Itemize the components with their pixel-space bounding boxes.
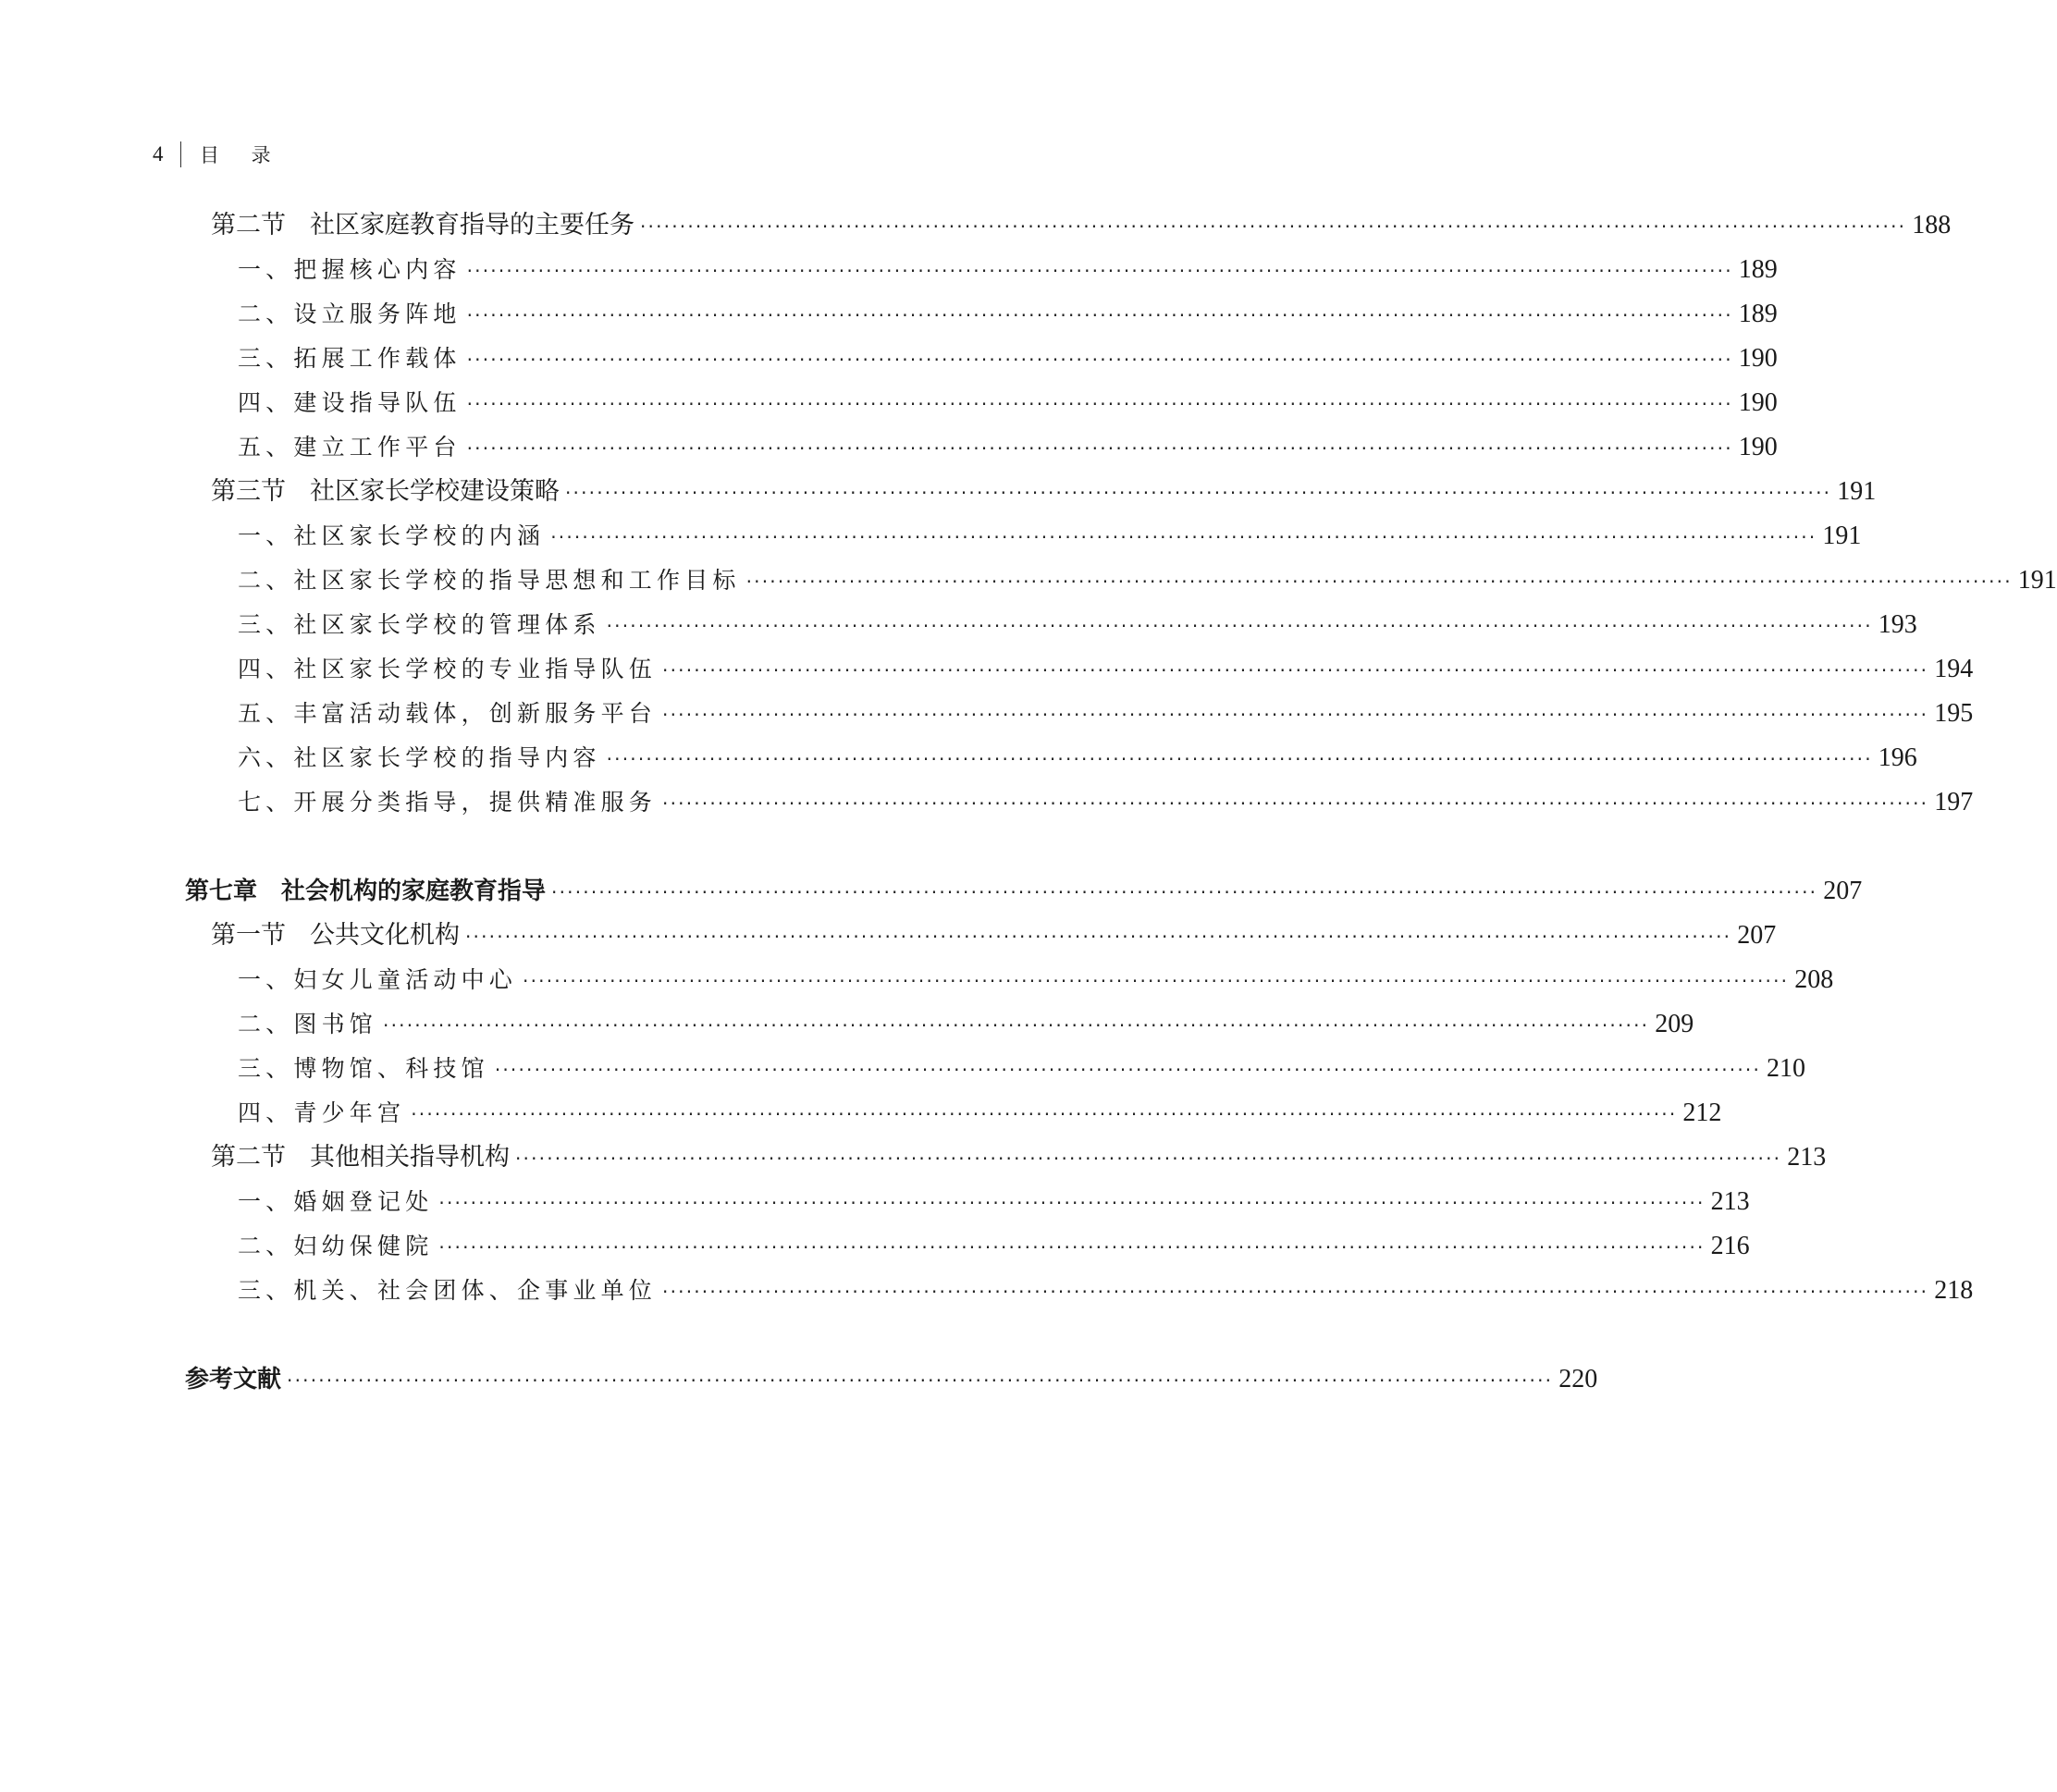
- toc-entry-title: 参考文献: [185, 1366, 282, 1393]
- toc-entry-title: 一、社区家长学校的内涵: [238, 522, 546, 549]
- toc-entry-page: 220: [1558, 1365, 1598, 1393]
- toc-entry-number: 第二节: [211, 211, 286, 239]
- toc-entry-title: 四、青少年宫: [238, 1099, 406, 1126]
- toc-entry: [238, 1271, 1974, 1310]
- dot-leader: ································································································································································: [515, 1148, 1782, 1170]
- toc-entry-title: [211, 916, 460, 955]
- toc-entry-page: 210: [1767, 1054, 1805, 1083]
- dot-leader: ································································································································································: [287, 1369, 1554, 1392]
- toc-entry: [238, 606, 1917, 644]
- dot-leader: ································································································································································: [662, 792, 1929, 815]
- toc-entry-text: 社区家长学校建设策略: [310, 477, 560, 506]
- toc-entry-page: 191: [1837, 477, 1877, 506]
- toc-entry-title: 六、社区家长学校的指导内容: [238, 744, 601, 771]
- dot-leader: ································································································································································: [465, 926, 1732, 948]
- toc-entry-text: 社会机构的家庭教育指导: [281, 878, 547, 905]
- toc-entry-text: 社区家庭教育指导的主要任务: [310, 211, 634, 239]
- dot-leader: ································································································································································: [662, 659, 1929, 681]
- dot-leader: ································································································································································: [438, 1236, 1706, 1258]
- toc-entry-title: 二、妇幼保健院: [238, 1233, 434, 1259]
- toc-entry: [238, 517, 1862, 556]
- header-title: 目 录: [200, 144, 284, 166]
- toc-entry: [211, 473, 1877, 511]
- toc-entry: [211, 206, 1952, 245]
- toc-entry-title: 二、社区家长学校的指导思想和工作目标: [238, 567, 741, 594]
- toc-entry-title: [211, 206, 634, 245]
- toc-entry-title: 一、妇女儿童活动中心: [238, 966, 518, 993]
- toc-entry: [238, 961, 1834, 1000]
- toc-entry-title: [211, 473, 560, 511]
- toc-entry-page: 195: [1934, 699, 1974, 728]
- toc-entry-page: 188: [1912, 211, 1952, 239]
- toc-entry-page: 218: [1934, 1276, 1974, 1305]
- dot-leader: ································································································································································: [662, 704, 1929, 726]
- toc-entry-page: 197: [1934, 788, 1974, 816]
- toc-entry: [238, 1005, 1694, 1044]
- toc-entry-title: 七、开展分类指导，提供精准服务: [238, 789, 658, 816]
- toc-entry: [238, 251, 1778, 289]
- toc-entry-page: 194: [1934, 655, 1974, 683]
- toc-entry: [238, 694, 1974, 733]
- dot-leader: ································································································································································: [466, 393, 1733, 415]
- toc-entry-title: 四、建设指导队伍: [238, 389, 462, 416]
- dot-leader: ································································································································································: [551, 881, 1818, 903]
- toc-entry: [238, 428, 1778, 467]
- running-header: [153, 139, 284, 170]
- toc-entry: [185, 872, 1863, 911]
- toc-entry-page: 216: [1710, 1232, 1750, 1260]
- toc-entry-text: 其他相关指导机构: [310, 1143, 510, 1172]
- dot-leader: ································································································································································: [606, 615, 1873, 637]
- toc-entry-page: 193: [1878, 610, 1917, 639]
- toc-entry-title: 二、设立服务阵地: [238, 301, 462, 327]
- toc-entry-page: 209: [1655, 1010, 1694, 1038]
- toc-entry-title: 五、丰富活动载体，创新服务平台: [238, 700, 658, 727]
- dot-leader: ································································································································································: [411, 1103, 1678, 1125]
- toc-entry-page: 190: [1738, 344, 1778, 373]
- toc-entry-title: 二、图书馆: [238, 1011, 378, 1037]
- toc-entry: [238, 1049, 1805, 1088]
- toc-entry-number: 第七章: [185, 878, 258, 905]
- toc-entry: [238, 339, 1778, 378]
- dot-leader: ································································································································································: [640, 215, 1907, 238]
- toc-entry-title: 四、社区家长学校的专业指导队伍: [238, 656, 658, 682]
- toc-entry-title: 一、婚姻登记处: [238, 1188, 434, 1215]
- dot-leader: ································································································································································: [466, 304, 1733, 326]
- toc-entry-title: 三、社区家长学校的管理体系: [238, 611, 601, 638]
- toc-entry: [238, 295, 1778, 334]
- toc-entry: [185, 1360, 1598, 1399]
- dot-leader: ································································································································································: [662, 1281, 1929, 1303]
- header-page-number: 4: [153, 142, 164, 166]
- toc-entry: [238, 783, 1974, 822]
- toc-entry-page: 190: [1738, 388, 1778, 417]
- toc-entry: [238, 1094, 1722, 1133]
- toc-entry: [238, 739, 1917, 778]
- header-divider: [180, 141, 182, 167]
- toc-entry-page: 208: [1794, 965, 1834, 994]
- toc-entry: [211, 1138, 1827, 1177]
- toc-entry-text: 公共文化机构: [310, 921, 460, 950]
- toc-entry-page: 207: [1823, 877, 1863, 905]
- dot-leader: ································································································································································: [606, 748, 1873, 770]
- toc-entry-number: 第三节: [211, 477, 286, 506]
- toc-entry-page: 189: [1738, 300, 1778, 328]
- toc-entry-page: 191: [2017, 566, 2057, 595]
- dot-leader: ································································································································································: [466, 349, 1733, 371]
- dot-leader: ································································································································································: [550, 526, 1817, 548]
- toc-entry-title: [211, 1138, 510, 1177]
- toc-entry-title: 五、建立工作平台: [238, 434, 462, 460]
- dot-leader: ································································································································································: [383, 1014, 1650, 1037]
- toc-entry-title: 三、拓展工作载体: [238, 345, 462, 372]
- dot-leader: ································································································································································: [494, 1059, 1761, 1081]
- toc-entry-title: 三、博物馆、科技馆: [238, 1055, 489, 1082]
- dot-leader: ································································································································································: [565, 482, 1832, 504]
- dot-leader: ································································································································································: [523, 970, 1790, 992]
- toc-entry: [238, 650, 1974, 689]
- dot-leader: ································································································································································: [466, 437, 1733, 460]
- toc-entry: [238, 1227, 1750, 1266]
- toc-entry: [238, 561, 2057, 600]
- toc-entry-page: 189: [1738, 255, 1778, 284]
- toc-entry-title: 三、机关、社会团体、企事业单位: [238, 1277, 658, 1304]
- toc-entry-title: 一、把握核心内容: [238, 256, 462, 283]
- dot-leader: ································································································································································: [745, 571, 2013, 593]
- toc-entry-page: 212: [1682, 1099, 1722, 1127]
- toc-entry-page: 213: [1787, 1143, 1827, 1172]
- toc-entry-page: 196: [1878, 743, 1917, 772]
- toc-entry: [238, 384, 1778, 423]
- toc-entry: [211, 916, 1777, 955]
- toc-entry-page: 190: [1738, 433, 1778, 461]
- toc-entry-title: [185, 872, 546, 911]
- toc-entry: [238, 1183, 1750, 1221]
- toc-entry-number: 第二节: [211, 1143, 286, 1172]
- toc-entry-page: 191: [1822, 522, 1862, 550]
- dot-leader: ································································································································································: [466, 260, 1733, 282]
- toc-entry-page: 207: [1737, 921, 1777, 950]
- toc-entry-number: 第一节: [211, 921, 286, 950]
- toc-entry-page: 213: [1710, 1187, 1750, 1216]
- dot-leader: ································································································································································: [438, 1192, 1706, 1214]
